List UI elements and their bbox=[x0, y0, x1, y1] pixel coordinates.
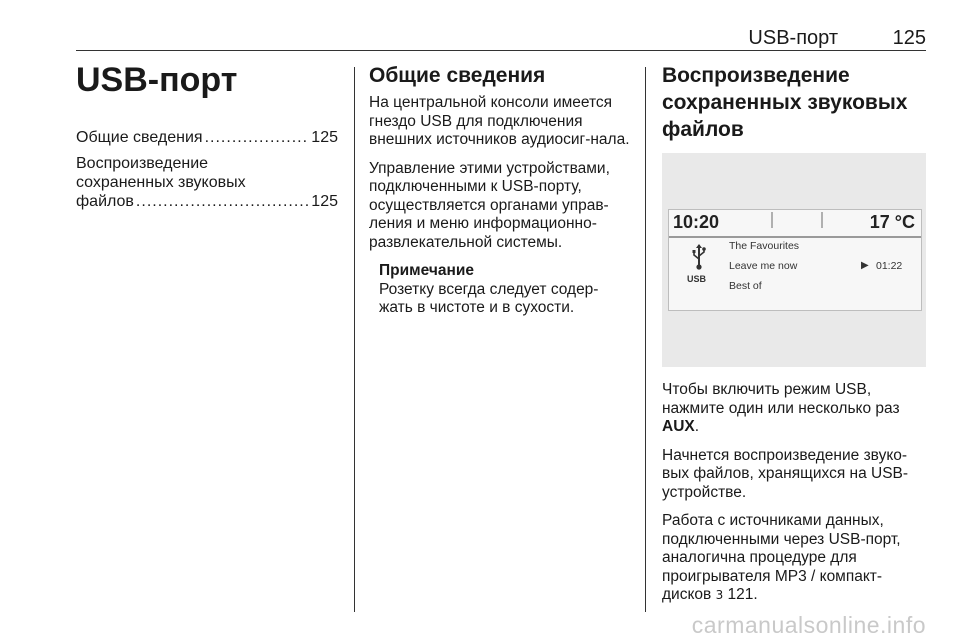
toc-entry-page: 125 bbox=[311, 129, 338, 146]
track-item: The Favourites bbox=[729, 240, 800, 252]
paragraph bbox=[662, 512, 928, 605]
header-rule bbox=[76, 50, 926, 51]
toc-entry-line: сохраненных звуковых bbox=[76, 174, 246, 191]
source-label: USB bbox=[687, 274, 707, 284]
elapsed-time: 01:22 bbox=[876, 260, 903, 272]
outside-temperature: 17 °C bbox=[869, 212, 915, 232]
aux-key-label: AUX bbox=[662, 418, 695, 435]
track-item: Leave me now bbox=[729, 260, 798, 272]
column-divider bbox=[354, 67, 355, 612]
punctuation: . bbox=[694, 418, 700, 435]
paragraph-text: Чтобы включить режим USB, нажмите один или несколько раз bbox=[662, 381, 900, 417]
paragraph: Начнется воспроизведение звуко-вых файлов, хранящихся на USB-устройстве. bbox=[662, 446, 909, 501]
usb-icon bbox=[691, 244, 707, 276]
note-box bbox=[379, 262, 631, 318]
play-icon: ▶ bbox=[861, 260, 869, 271]
clock-time: 10:20 bbox=[673, 212, 720, 232]
note-text: Розетку всегда следует содер-жать в чистоте и в сухости. bbox=[379, 280, 599, 316]
general-section bbox=[369, 62, 631, 318]
display-illustration bbox=[662, 153, 926, 367]
page-reference[interactable]: 121. bbox=[727, 586, 758, 603]
toc-entry[interactable] bbox=[76, 154, 338, 211]
toc-column bbox=[76, 60, 338, 218]
screen-body bbox=[669, 238, 921, 310]
screen-status-bar bbox=[669, 210, 921, 238]
section-heading: Общие сведения bbox=[369, 64, 546, 87]
page-number: 125 bbox=[892, 27, 926, 49]
status-separator bbox=[821, 212, 823, 228]
page-header bbox=[76, 24, 926, 50]
running-title: USB-порт bbox=[748, 27, 838, 49]
toc-entry-page: 125 bbox=[311, 193, 338, 210]
playback-section bbox=[662, 62, 928, 615]
column-divider bbox=[645, 67, 646, 612]
page-reference-symbol: 3 bbox=[715, 588, 724, 602]
toc-entry-title: файлов bbox=[76, 193, 134, 210]
toc-entry[interactable] bbox=[76, 128, 338, 147]
toc-leader-dots bbox=[205, 128, 310, 147]
infotainment-screen bbox=[668, 209, 922, 311]
paragraph bbox=[662, 381, 928, 437]
watermark: carmanualsonline.info bbox=[691, 612, 926, 638]
toc-entry-title: Общие сведения bbox=[76, 129, 203, 146]
chapter-title: USB-порт bbox=[76, 61, 238, 99]
toc-entry-line: Воспроизведение bbox=[76, 155, 209, 172]
paragraph: На центральной консоли имеется гнездо USB для подключения внешних источников аудиосиг-нала. bbox=[369, 94, 630, 148]
paragraph-text: Работа с источниками данных, подключенными через USB-порт, аналогична процедуре для проигрывателя MP3 / компакт-дисков bbox=[662, 512, 901, 603]
paragraph: Управление этими устройствами, подключенными к USB-порту, осуществляется органами управ-ления и меню информационно-развлекательной системы. bbox=[369, 159, 610, 251]
status-separator bbox=[771, 212, 773, 228]
note-title: Примечание bbox=[379, 262, 474, 279]
toc-leader-dots bbox=[136, 192, 309, 211]
section-heading: Воспроизведение сохраненных звуковых файлов bbox=[662, 64, 908, 141]
track-item: Best of bbox=[729, 280, 762, 292]
